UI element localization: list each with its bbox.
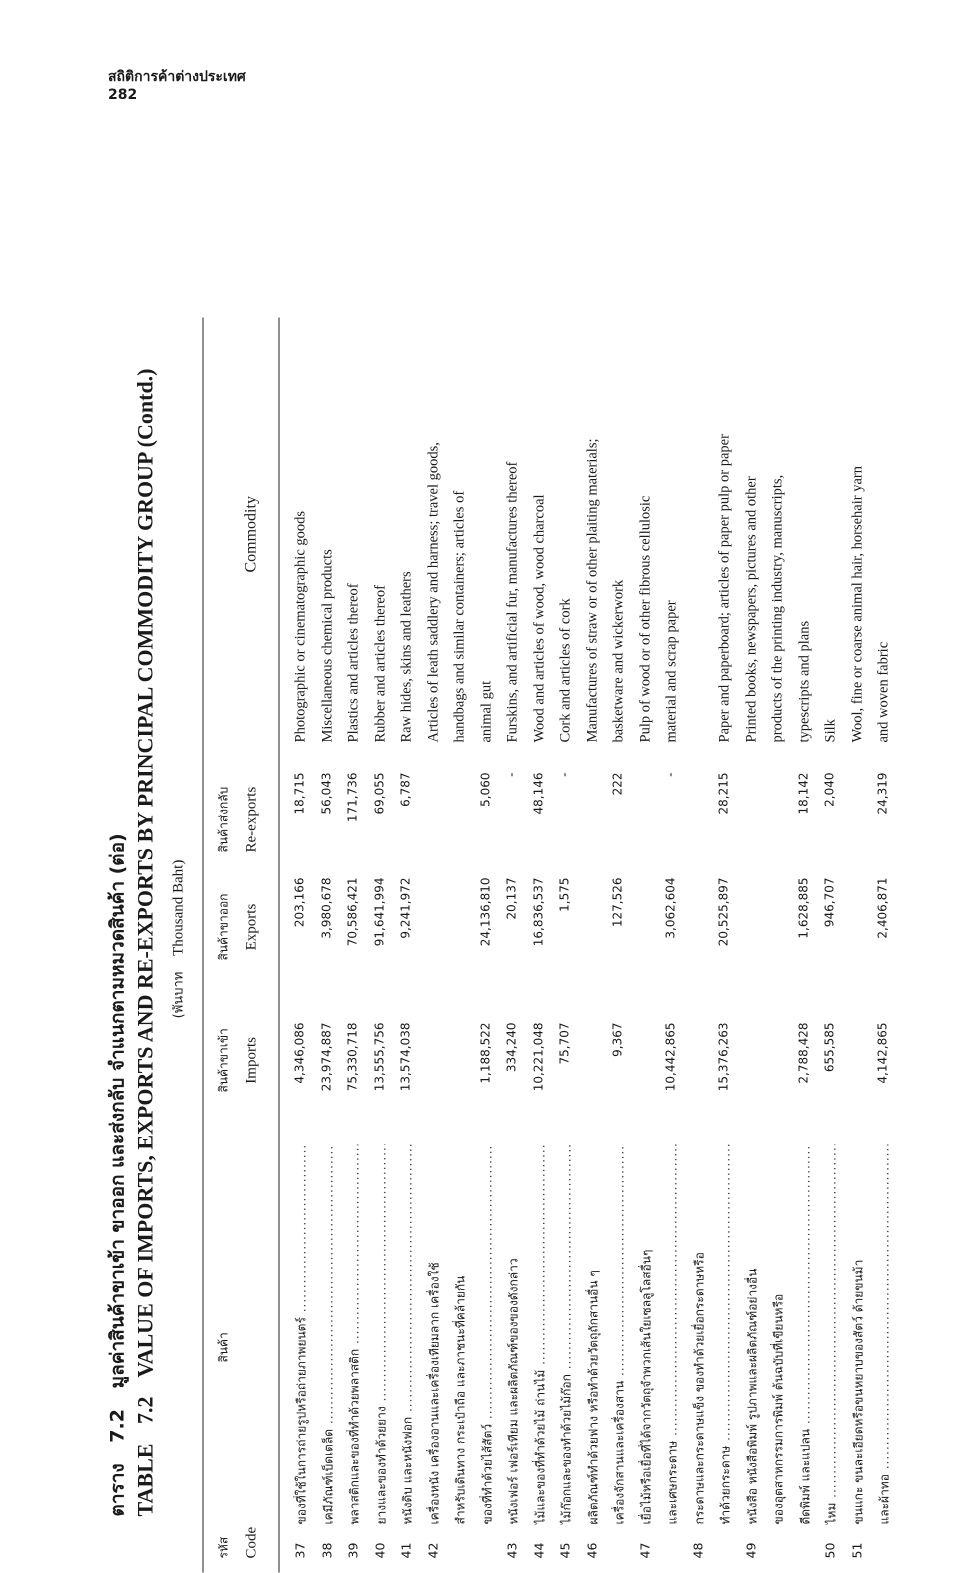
row-commodity-thai: กระดาษและกระดาษแข็ง ของทำด้วยเยื่อกระดาษหรือ [692,1252,706,1525]
row-exports: 2,406,871 [875,877,890,939]
row-code: 47 [637,1542,652,1559]
row-imports: 10,221,048 [531,1022,545,1092]
row-code: 49 [743,1542,758,1559]
table-label-english: TABLE [132,1443,158,1517]
row-imports: 334,240 [504,1022,519,1073]
table-title-thai [103,833,133,1516]
row-imports: 4,346,086 [292,1022,307,1084]
row-reexports: 5,060 [478,772,492,807]
row-commodity-thai: ของที่ทำด้วยไส้สัตว์ ..... [478,1145,497,1525]
row-commodity-english: Raw hides, skins and leathers [398,571,415,743]
table-row [425,318,451,1573]
row-imports: 13,555,756 [372,1022,386,1092]
header-top-rule [203,318,204,1573]
row-commodity-thai: เยื่อไม้หรือเยื่อที่ได้จากวัตถุจำพวกเส้นใยเซลลูโลสอื่นๆ [639,1249,653,1525]
table-row [690,318,716,1573]
table-row [584,318,610,1573]
row-code: 46 [584,1542,599,1559]
row-exports: 127,526 [610,877,625,928]
table-row [637,318,663,1573]
row-commodity-english: Plastics and articles thereof [345,583,362,743]
row-exports: 1,628,885 [796,877,810,939]
row-code: 38 [319,1542,334,1559]
row-imports: 75,707 [557,1022,572,1065]
row-commodity-english: Printed books, newspapers, pictures and other [743,476,759,743]
row-exports: 20,137 [504,877,519,920]
column-header-reexports [215,787,261,853]
row-reexports: 18,715 [292,772,307,815]
row-commodity-thai: หนังสือ หนังสือพิมพ์ รูปภาพและผลิตภัณฑ์อย่างอื่น [745,1268,759,1525]
row-commodity-english: basketware and wickerwork [610,579,627,743]
column-header-imports-thai: สินค้าขาเข้า [216,1028,231,1093]
row-code: 42 [425,1542,440,1559]
table-row [372,318,398,1573]
table-title-english [133,368,159,1516]
row-commodity-english: typescripts and plans [796,620,812,743]
row-commodity-thai: ไม้และของที่ทำด้วยไม้ ถ่านไม้ ..... [531,1145,550,1525]
table-number-english: 7.2 [132,1396,158,1425]
unit-note [168,318,189,1573]
row-reexports: 24,319 [875,772,890,815]
table-row [849,318,875,1573]
table-label-thai: ตาราง [106,1463,129,1517]
row-commodity-thai: และเศษกระดาษ ..... [664,1145,683,1525]
row-reexports: 28,215 [716,772,731,815]
row-code: 41 [398,1542,414,1559]
row-commodity-english: Photographic or cinematographic goods [292,510,309,743]
column-header-exports-thai: สินค้าขาออก [216,893,231,961]
row-commodity-thai: ของที่ใช้ในการถ่ายรูปหรือถ่ายภาพยนตร์ ..... [293,1145,312,1525]
row-commodity-english: products of the printing industry, manuscripts, [769,474,786,743]
row-commodity-thai: เคมีภัณฑ์เบ็ดเตล็ด ..... [319,1145,338,1525]
row-commodity-english: and woven fabric [875,641,892,743]
header-bottom-rule [279,318,280,1573]
row-commodity-english: Silk [822,719,839,743]
page-header-title: สถิติการค้าต่างประเทศ [108,69,246,85]
column-header-code-english: Code [243,1526,260,1559]
unit-thai: (พันบาท [171,971,187,1019]
row-commodity-english: Furskins, and artificial fur, manufactures thereof [504,461,521,743]
table-row [293,318,319,1573]
row-commodity-english: Wool, fine or coarse animal hair, horsehair yarn [849,466,865,743]
column-header-code [215,1527,261,1559]
row-commodity-thai: พลาสติกและของที่ทำด้วยพลาสติก ..... [346,1145,365,1525]
table-row [319,318,345,1573]
table-row [717,318,743,1573]
row-commodity-thai: เครื่องจักสานและเครื่องสาน ..... [611,1145,630,1525]
row-code: 40 [372,1542,387,1559]
row-code: 48 [690,1542,705,1559]
row-commodity-thai: ขนแกะ ขนละเอียดหรือขนหยาบของสัตว์ ด้ายขนม้า [851,1259,865,1525]
row-exports: 91,641,994 [372,877,386,947]
row-reexports: 56,043 [319,772,333,815]
row-imports: 2,788,428 [796,1022,810,1084]
row-exports: 70,586,421 [345,877,360,947]
table-row [611,318,637,1573]
row-imports: 1,188,522 [478,1022,492,1084]
row-code: 50 [822,1542,838,1559]
row-imports: 655,585 [822,1022,837,1073]
row-commodity-thai: ดีดพิมพ์ และแปลน ..... [796,1145,815,1525]
table-row [770,318,796,1573]
column-header-imports [215,1028,261,1092]
table-row [399,318,425,1573]
row-exports: 3,062,604 [663,877,678,939]
row-commodity-thai: และผ้าทอ ..... [876,1145,895,1525]
table-title-english-text: VALUE OF IMPORTS, EXPORTS AND RE-EXPORTS BY PRINCIPAL COMMODITY GROUP (Contd.) [132,368,158,1378]
column-header-commodity-thai [215,1332,234,1362]
table-row [531,318,557,1573]
column-header-code-thai: รหัส [216,1536,231,1559]
row-commodity-english: Pulp of wood or of other fibrous cellulosic [637,495,653,743]
table-row [558,318,584,1573]
column-header-exports [215,894,261,961]
table-row [876,318,902,1573]
row-exports: 946,707 [822,877,837,928]
row-exports: 1,575 [557,877,572,912]
row-code: 43 [504,1542,520,1559]
row-reexports: 171,736 [345,772,360,823]
row-commodity-english: Cork and articles of cork [557,598,574,743]
column-header-commodity-thai-text: สินค้า [216,1332,231,1363]
row-code: 44 [531,1542,546,1559]
row-commodity-english: Paper and paperboard; articles of paper pulp or paper [716,434,733,743]
row-commodity-thai: สำหรับเดินทาง กระเป๋าถือ และภาชนะที่คล้ายกัน [453,1275,468,1525]
row-commodity-thai: ผลิตภัณฑ์ทำด้วยฟาง หรือทำด้วยวัตถุถักสานอื่น ๆ [586,1270,600,1525]
row-reexports: 69,055 [372,772,386,815]
row-exports: 3,980,678 [319,877,333,939]
row-reexports: - [504,772,519,777]
column-header-reexports-english: Re-exports [243,786,260,853]
row-commodity-english: Wood and articles of wood, wood charcoal [531,494,547,743]
page-header [108,68,246,104]
row-reexports: - [557,772,572,777]
row-commodity-thai: หนังเฟอร์ เฟอร์เทียม และผลิตภัณฑ์ของของดังกล่าว [506,1258,521,1525]
table-row [743,318,769,1573]
row-imports: 10,442,865 [663,1022,678,1092]
table-title-thai-text: มูลค่าสินค้าขาเข้า ขาออก และส่งกลับ จำแนกตามหมวดสินค้า (ต่อ) [106,833,129,1389]
unit-english: Thousand Baht) [170,859,187,956]
row-exports: 9,241,972 [398,877,413,939]
row-commodity-english: Articles of leath saddlery and harness; travel goods, [425,442,441,743]
row-reexports: - [663,772,678,777]
column-header-exports-english: Exports [243,903,260,951]
row-commodity-thai: ทำด้วยกระดาษ ..... [717,1145,736,1525]
row-imports: 75,330,718 [345,1022,360,1092]
row-reexports: 48,146 [531,772,545,815]
row-commodity-english: animal gut [478,680,494,743]
row-commodity-thai: ของอุตสาหกรรมการพิมพ์ ต้นฉบับที่เขียนหรือ [771,1293,786,1525]
row-commodity-english: material and scrap paper [663,600,680,743]
table-row [452,318,478,1573]
row-exports: 203,166 [292,877,307,928]
rotated-table [103,318,893,1573]
page-number: 282 [108,87,138,103]
row-commodity-english: Manufactures of straw or of other plaiting materials; [584,438,600,743]
row-commodity-thai: หนังดิบ และหนังฟอก ..... [399,1145,418,1525]
row-exports: 20,525,897 [716,877,731,947]
row-code: 37 [292,1542,308,1559]
table-row [478,318,504,1573]
column-header-reexports-thai: สินค้าส่งกลับ [216,786,231,853]
column-header-commodity-english-text: Commodity [242,496,260,573]
row-exports: 16,836,537 [531,877,545,947]
table-row [346,318,372,1573]
row-imports: 9,367 [610,1022,625,1057]
row-commodity-english: Rubber and articles thereof [372,585,388,743]
row-imports: 15,376,263 [716,1022,731,1092]
row-code: 39 [345,1542,361,1559]
row-commodity-thai: เครื่องหนัง เครื่องอานและเครื่องเทียมลาก เครื่องใช้ [427,1262,441,1525]
row-reexports: 18,142 [796,772,810,815]
row-imports: 13,574,038 [398,1022,413,1092]
row-code: 45 [557,1542,573,1559]
row-commodity-thai: ไหม ..... [823,1145,842,1525]
table-row [505,318,531,1573]
row-commodity-thai: ไม้ก๊อกและของทำด้วยไม้ก๊อก ..... [558,1145,577,1525]
table-row [823,318,849,1573]
row-commodity-english: handbags and similar containers; articles of [451,490,468,743]
row-reexports: 222 [610,772,625,796]
table-number-thai: 7.2 [106,1409,129,1443]
row-commodity-english: Miscellaneous chemical products [319,549,335,743]
row-reexports: 2,040 [822,772,837,807]
row-reexports: 6,787 [398,772,413,807]
row-imports: 23,974,887 [319,1022,333,1092]
row-code: 51 [849,1542,864,1559]
column-header-imports-english: Imports [243,1037,260,1084]
table-row [664,318,690,1573]
row-exports: 24,136,810 [478,877,492,947]
row-commodity-thai: ยางและของทำด้วยยาง ..... [372,1145,391,1525]
column-header-commodity-english [233,496,261,572]
table-row [796,318,822,1573]
row-imports: 4,142,865 [875,1022,890,1084]
